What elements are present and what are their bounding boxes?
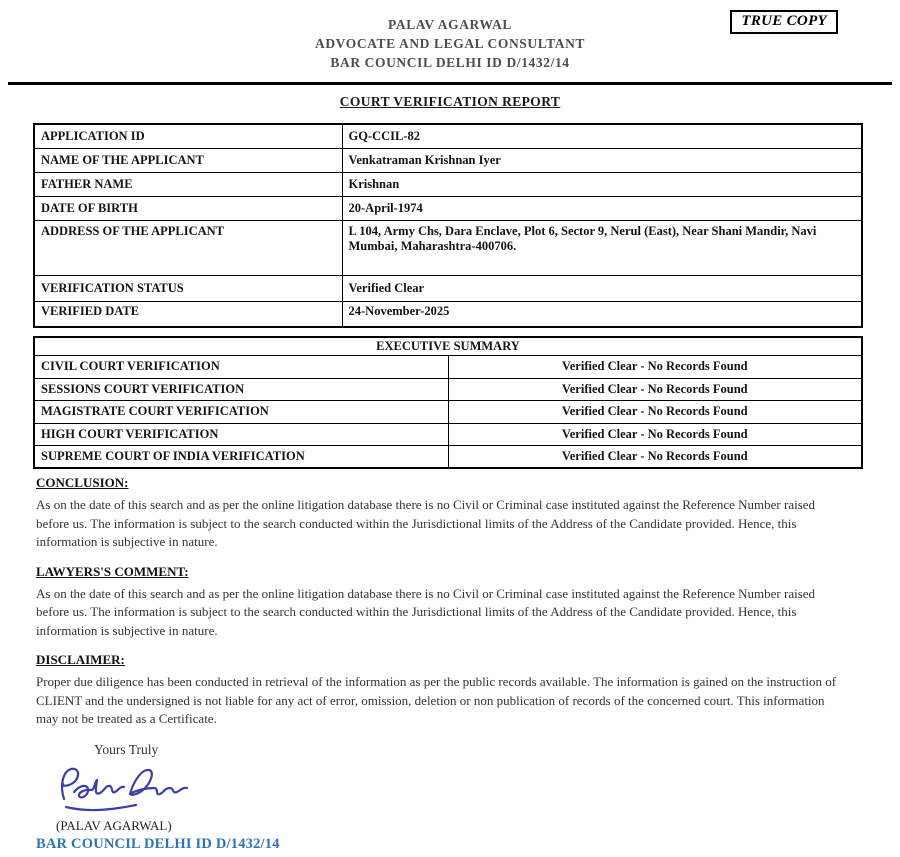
detail-value: Krishnan [342, 172, 862, 196]
executive-summary-title: EXECUTIVE SUMMARY [34, 337, 862, 356]
table-row [34, 148, 862, 172]
section-body: As on the date of this search and as per the online litigation database there is no Civil or Criminal case instituted against the Reference Number raised before us. The information is subject to the search conducted within the Jurisdictional limits of the Address of the Candidate provided. Hence, this information is subjective in nature. [36, 585, 816, 638]
report-title: COURT VERIFICATION REPORT [339, 94, 561, 109]
report-section [36, 475, 864, 552]
court-verification-label: CIVIL COURT VERIFICATION [34, 356, 448, 379]
detail-label: VERIFIED DATE [34, 301, 342, 327]
court-verification-result: Verified Clear - No Records Found [448, 401, 862, 424]
court-verification-label: HIGH COURT VERIFICATION [34, 423, 448, 446]
detail-value: L 104, Army Chs, Dara Enclave, Plot 6, Sector 9, Nerul (East), Near Shani Mandir, Navi Mumbai, Maharashtra-400706. [342, 220, 862, 275]
signatory-name: (PALAV AGARWAL) [56, 817, 172, 833]
letterhead-bar-id: BAR COUNCIL DELHI ID D/1432/14 [330, 55, 570, 70]
table-row [34, 446, 862, 469]
header-divider [8, 82, 892, 85]
footer-bar-id: BAR COUNCIL DELHI ID D/1432/14 [36, 835, 280, 852]
signature-block [36, 741, 864, 853]
detail-label: APPLICATION ID [34, 124, 342, 148]
court-verification-label: MAGISTRATE COURT VERIFICATION [34, 401, 448, 424]
table-header-row [34, 337, 862, 356]
detail-label: VERIFICATION STATUS [34, 275, 342, 301]
court-verification-label: SESSIONS COURT VERIFICATION [34, 378, 448, 401]
table-row [34, 301, 862, 327]
advocate-title: ADVOCATE AND LEGAL CONSULTANT [314, 36, 586, 51]
table-row [34, 275, 862, 301]
court-verification-result: Verified Clear - No Records Found [448, 446, 862, 469]
section-body: Proper due diligence has been conducted in retrieval of the information as per the public records available. The information is gained on the instruction of CLIENT and the undersigned is not liable for any act of error, omission, deletion or non publication of records of the concerned court. This information may not be treated as a Certificate. [36, 674, 837, 726]
report-sections [36, 475, 864, 729]
handwritten-signature-image [50, 761, 200, 817]
report-section [36, 652, 864, 729]
court-verification-label: SUPREME COURT OF INDIA VERIFICATION [34, 446, 448, 469]
executive-summary-table [33, 336, 863, 469]
table-row [34, 196, 862, 220]
table-row [34, 220, 862, 275]
table-row [34, 172, 862, 196]
detail-value: 20-April-1974 [342, 196, 862, 220]
detail-value: Venkatraman Krishnan Iyer [342, 148, 862, 172]
detail-label: FATHER NAME [34, 172, 342, 196]
true-copy-stamp: TRUE COPY [730, 10, 838, 34]
table-row [34, 401, 862, 424]
section-heading: DISCLAIMER: [36, 652, 125, 667]
detail-value: 24-November-2025 [342, 301, 862, 327]
salutation: Yours Truly [94, 741, 159, 757]
report-section [36, 564, 864, 641]
table-row [34, 124, 862, 148]
court-verification-result: Verified Clear - No Records Found [448, 356, 862, 379]
court-verification-result: Verified Clear - No Records Found [448, 423, 862, 446]
table-row [34, 378, 862, 401]
advocate-name: PALAV AGARWAL [388, 17, 512, 32]
section-body: As on the date of this search and as per the online litigation database there is no Civil or Criminal case instituted against the Reference Number raised before us. The information is subject to the search conducted within the Jurisdictional limits of the Address of the Candidate provided. Hence, this information is subjective in nature. [36, 497, 816, 549]
detail-value: GQ-CCIL-82 [342, 124, 862, 148]
detail-value: Verified Clear [342, 275, 862, 301]
court-verification-result: Verified Clear - No Records Found [448, 378, 862, 401]
table-row [34, 423, 862, 446]
table-row [34, 356, 862, 379]
section-heading: LAWYERS'S COMMENT: [36, 563, 189, 579]
detail-label: DATE OF BIRTH [34, 196, 342, 220]
applicant-details-table [33, 123, 863, 328]
detail-label: NAME OF THE APPLICANT [34, 148, 342, 172]
section-heading: CONCLUSION: [36, 475, 129, 490]
detail-label: ADDRESS OF THE APPLICANT [34, 220, 342, 275]
